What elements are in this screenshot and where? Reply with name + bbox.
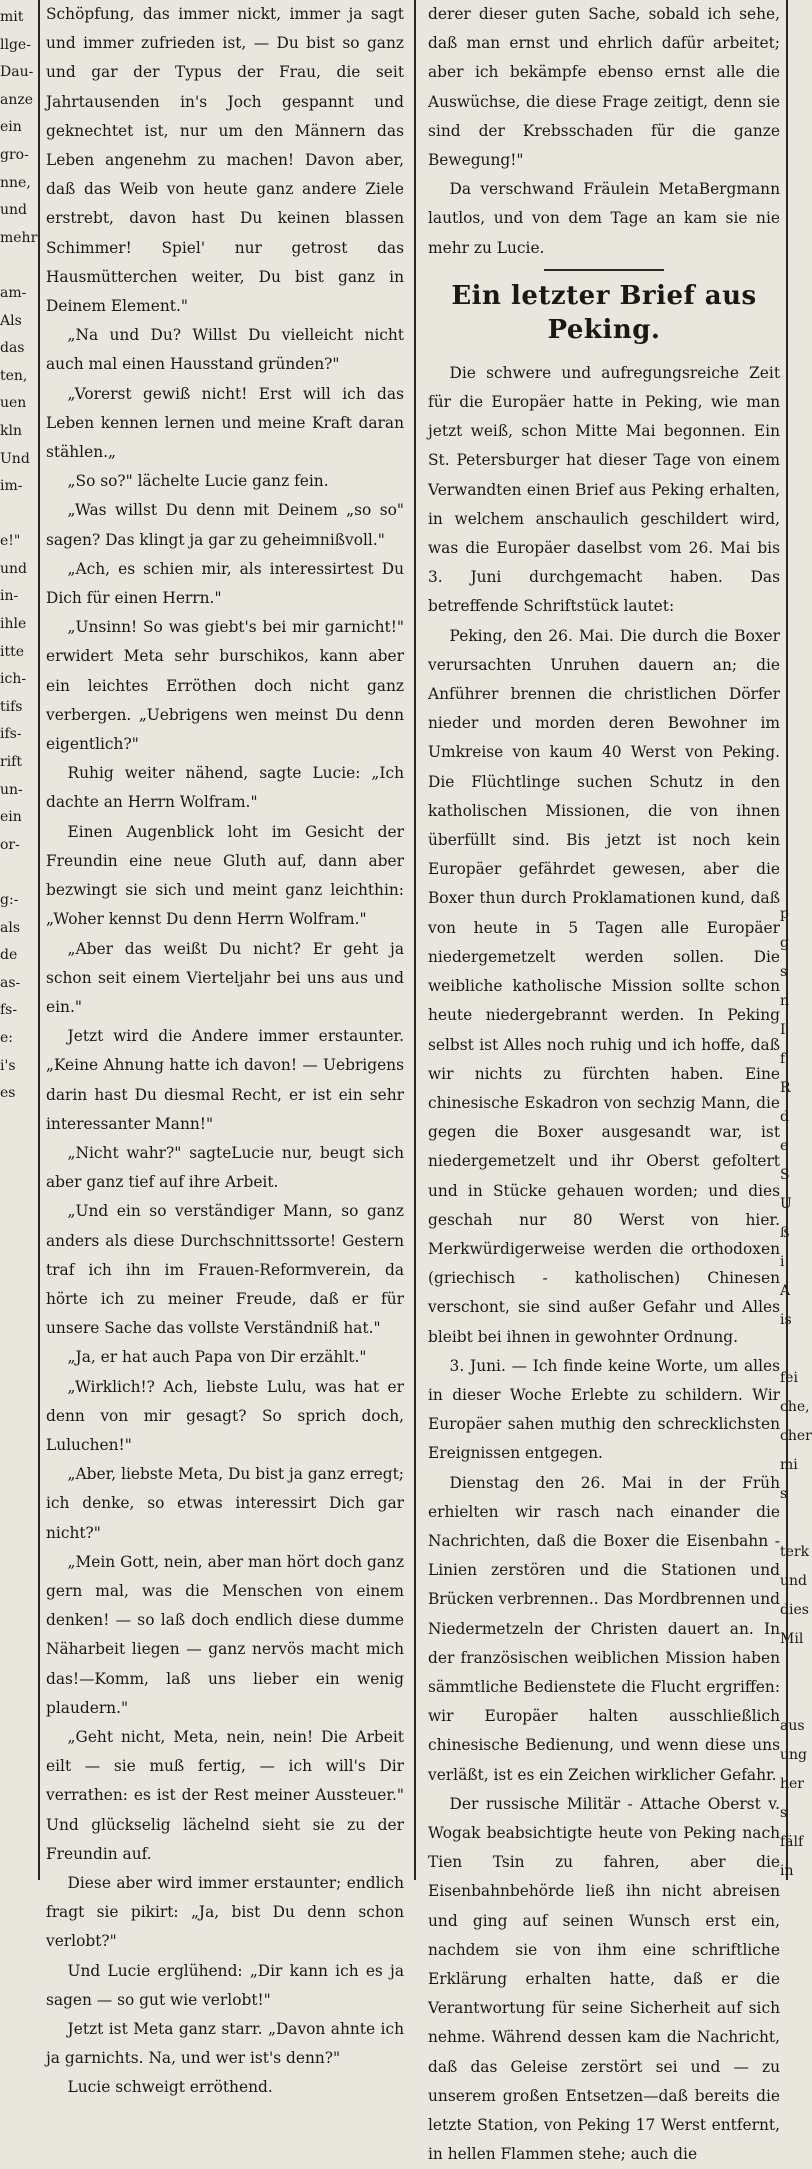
fragment-line: n (780, 993, 790, 1009)
fragment-line: ihle (0, 616, 27, 633)
paragraph: Einen Augenblick loht im Gesicht der Freundin eine neue Gluth auf, dann aber bezwingt sie sich und meint ganz leichthin: „Woher kennst Du denn Herrn Wolfram." (46, 822, 404, 929)
fragment-line: I (780, 1022, 786, 1038)
fragment-line: in (780, 1863, 794, 1879)
fragment-line (780, 1654, 800, 1683)
fragment-line: Und (0, 450, 30, 467)
paragraph: „Unsinn! So was giebt's bei mir garnicht!" erwidert Meta sehr burschikos, kann aber ein leichtes Erröthen doch nicht ganz verbergen. „Uebrigens wen meinst Du denn eigentlich?" (46, 618, 404, 754)
paragraph: Der russische Militär - Attache Oberst v. Wogak beabsichtigte heute von Peking nach Tien Tsin zu fahren, aber die Eisenbahnbehörde ließ ihn nicht abreisen und ging auf seinen Wunsch erst ein, nachdem sie von ihm eine schriftliche Erklärung erhalten hatte, daß er die Verantwortung für seine Sicherheit auf sich nehme. Während dessen kam die Nachricht, daß das Geleise zerstört sei und — zu unserem großen Entsetzen—daß bereits die letzte Station, von Peking 17 Werst entfernt, in hellen Flammen stehe; auch die (428, 1794, 780, 2164)
paragraph: derer dieser guten Sache, sobald ich sehe, daß man ernst und ehrlich dafür arbeitet; aber ich bekämpfe ebenso ernst alle die Auswüchse, die diese Frage zeitigt, denn sie sind der Krebsschaden für die ganze Bewegung!" (428, 5, 780, 170)
fragment-line: es (0, 1085, 16, 1102)
paragraph: „Ach, es schien mir, als interessirtest Du Dich für einen Herrn." (46, 559, 404, 608)
paragraph: „Wirklich!? Ach, liebste Lulu, was hat er denn von mir gesagt? So sprich doch, Luluchen!" (46, 1377, 404, 1454)
fragment-line: A (780, 1283, 791, 1299)
fragment-line: as- (0, 974, 21, 991)
fragment-line: fälf (780, 1834, 804, 1850)
paragraph: „So so?" lächelte Lucie ganz fein. (67, 472, 329, 491)
fragment-line: anze (0, 91, 34, 108)
fragment-line: nne, (0, 174, 31, 191)
paragraph: Die schwere und aufregungsreiche Zeit für die Europäer hatte in Peking, wie man jetzt weiß, schon Mitte Mai begonnen. Ein St. Petersburger hat dieser Tage von einem Verwandten einen Brief aus Peking erhalten, in welchem anschaulich geschildert wird, was die Europäer daselbst vom 26. Mai bis 3. Juni durchgemacht haben. Das betreffende Schriftstück lautet: (428, 363, 780, 616)
paragraph: Schöpfung, das immer nickt, immer ja sagt und immer zufrieden ist, — Du bist so ganz und gar der Typus der Frau, die seit Jahrtausenden in's Joch gespannt und geknechtet ist, nur um den Männern das Leben angenehm zu machen! Davon aber, daß das Weib von heute ganz andere Ziele erstrebt, davon hast Du keinen blassen Schimmer! Spiel' nur getrost das Hausmütterchen weiter, Du bist ganz in Deinem Element." (46, 5, 404, 316)
fragment-line: s (780, 1805, 788, 1821)
fragment-line: aus (780, 1718, 805, 1734)
fragment-line: mi (780, 1457, 798, 1473)
paragraph: Ruhig weiter nähend, sagte Lucie: „Ich dachte an Herrn Wolfram." (46, 764, 404, 812)
paragraph: „Aber, liebste Meta, Du bist ja ganz erregt; ich denke, so etwas interessirt Dich gar nicht?" (46, 1465, 404, 1542)
fragment-line: f (780, 1051, 786, 1067)
paragraph: „Nicht wahr?" sagteLucie nur, beugt sich aber ganz tief auf ihre Arbeit. (46, 1143, 404, 1192)
fragment-line: llge- (0, 36, 31, 53)
paragraph: Jetzt ist Meta ganz starr. „Davon ahnte ich ja garnichts. Na, und wer ist's denn?" (46, 2020, 404, 2068)
fragment-line: e (780, 1138, 789, 1154)
fragment-line: i's (0, 1057, 16, 1074)
fragment-line (780, 1335, 800, 1364)
fragment-line: e: (0, 1029, 14, 1046)
fragment-line: terk (780, 1544, 810, 1560)
fragment-line (780, 1509, 800, 1538)
fragment-line: S (780, 1167, 790, 1183)
fragment-line: und (780, 1573, 807, 1589)
article-column (428, 0, 780, 2164)
paragraph: „Was willst Du denn mit Deinem „so so" sagen? Das klingt ja gar zu geheimnißvoll." (46, 501, 404, 549)
fragment-line: tifs (0, 698, 23, 715)
fragment-line: e!" (0, 533, 21, 550)
fragment-line: ung (780, 1747, 807, 1763)
fragment-line: or- (0, 836, 20, 853)
fragment-line: in- (0, 588, 19, 605)
fragment-line: d (780, 1109, 789, 1125)
paragraph: „Und ein so verständiger Mann, so ganz anders als diese Durchschnittssorte! Gestern traf ich ihn im Frauen-Reformverein, da hörte ich zu meiner Freude, daß er für unsere Sache das vollste Verständniß hat." (46, 1202, 404, 1338)
fragment-line: her (780, 1776, 804, 1792)
paragraph: „Mein Gott, nein, aber man hört doch ganz gern mal, was die Menschen von einem denken! — so laß doch endlich diese dumme Näharbeit liegen — ganz nervös macht mich das!—Komm, laß uns lieber ein wenig plaudern." (46, 1552, 404, 1717)
paragraph: Diese aber wird immer erstaunter; endlich fragt sie pikirt: „Ja, bist Du denn schon verlobt?" (46, 1874, 404, 1951)
right-fragment-column (780, 0, 812, 1880)
paragraph: Dienstag den 26. Mai in der Früh erhielten wir rasch nach einander die Nachrichten, daß die Boxer die Eisenbahn - Linien zerstören und die Stationen und Brücken verbrennen.. Das Mordbrennen und Niedermetzeln der Christen dauert an. In der französischen weiblichen Mission haben sämmtliche Bedienstete die Flucht ergriffen: wir Europäer halten ausschließlich chinesische Bedienung, und wenn diese uns verläßt, ist es ein Zeichen wirklicher Gefahr. (428, 1473, 780, 1784)
fragment-line: kln (0, 422, 22, 439)
article-body (428, 359, 780, 2169)
fragment-line: als (0, 919, 21, 936)
paragraph: „Aber das weißt Du nicht? Er geht ja schon seit einem Vierteljahr bei uns aus und ein." (46, 939, 404, 1016)
left-fragment-column (0, 0, 38, 1880)
fragment-line: ß (780, 1225, 790, 1241)
fragment-line (0, 859, 34, 887)
paragraph: Und Lucie erglühend: „Dir kann ich es ja sagen — so gut wie verlobt!" (46, 1961, 404, 2009)
article-headline: Ein letzter Brief aus Peking. (451, 280, 757, 345)
fragment-line: fs- (0, 1002, 18, 1019)
fragment-line: Als (0, 312, 22, 329)
fragment-line: ifs- (0, 726, 22, 743)
fragment-line: uen (0, 395, 27, 412)
fragment-line: g:- (0, 892, 19, 908)
fragment-line: ten, (0, 367, 28, 384)
fragment-line: de (0, 947, 18, 964)
story-column (46, 0, 404, 2097)
fragment-line: R (780, 1080, 791, 1096)
paragraph: Jetzt wird die Andere immer erstaunter. „Keine Ahnung hatte ich davon! — Uebrigens darin hast Du diesmal Recht, er ist ein sehr interessanter Mann!" (46, 1027, 404, 1133)
fragment-line: g (780, 935, 789, 951)
fragment-line: U (780, 1196, 792, 1212)
fragment-line: ich- (0, 671, 27, 688)
paragraph: Lucie schweigt erröthend. (67, 2078, 273, 2097)
fragment-line: und (0, 560, 27, 577)
paragraph: 3. Juni. — Ich finde keine Worte, um alles in dieser Woche Erlebte zu schildern. Wir Europäer sahen muthig den schrecklichsten Ereignissen entgegen. (428, 1356, 780, 1463)
section-separator (544, 269, 664, 271)
fragment-line: rift (0, 754, 22, 771)
fragment-line: ein (0, 809, 22, 826)
fragment-line (0, 501, 34, 529)
column-rule-left (38, 0, 40, 1880)
fragment-line: und (0, 202, 27, 219)
fragment-line (0, 252, 34, 280)
paragraph: „Geht nicht, Meta, nein, nein! Die Arbeit eilt — sie muß fertig, — ich will's Dir verrathen: es ist der Rest meiner Aussteuer." Und glückselig lächelnd sieht sie zu der Freundin auf. (46, 1727, 404, 1863)
paragraph: „Ja, er hat auch Papa von Dir erzählt." (67, 1348, 367, 1367)
fragment-line: mehr (0, 229, 38, 246)
fragment-line: s (780, 1486, 788, 1502)
fragment-line (780, 1683, 800, 1712)
fragment-line: das (0, 340, 25, 357)
fragment-line: cher (780, 1428, 812, 1444)
fragment-line: gro- (0, 146, 29, 163)
column-rule-middle (414, 0, 416, 1880)
fragment-line: is (780, 1312, 792, 1328)
paragraph: „Vorerst gewiß nicht! Erst will ich das Leben kennen lernen und meine Kraft daran stählen.„ (46, 384, 404, 462)
fragment-line: itte (0, 643, 25, 660)
paragraph: Da verschwand Fräulein MetaBergmann lautlos, und von dem Tage an kam sie nie mehr zu Lucie. (428, 180, 780, 257)
fragment-line: s (780, 964, 788, 980)
fragment-line: p (780, 906, 789, 922)
paragraph: „Na und Du? Willst Du vielleicht nicht auch mal einen Hausstand gründen?" (46, 326, 404, 374)
fragment-line: fei (780, 1370, 798, 1386)
fragment-line: i (780, 1254, 785, 1270)
fragment-line: che, (780, 1399, 810, 1415)
fragment-line: im- (0, 478, 23, 495)
fragment-line: un- (0, 781, 23, 798)
fragment-line: dies (780, 1602, 809, 1618)
fragment-line: Mil (780, 1631, 804, 1647)
fragment-line: am- (0, 284, 27, 301)
fragment-line: Dau- (0, 64, 34, 81)
paragraph: Peking, den 26. Mai. Die durch die Boxer verursachten Unruhen dauern an; die Anführer brennen die christlichen Dörfer nieder und morden deren Bewohner im Umkreise von kaum 40 Werst von Peking. Die Flüchtlinge suchen Schutz in den katholischen Missionen, die von ihnen überfüllt sind. Bis jetzt ist noch kein Europäer gefährdet gewesen, aber die Boxer thun durch Proklamationen kund, daß von heute in 5 Tagen alle Europäer niedergemetzelt werden sollen. Die weibliche katholische Mission sollte schon heute niedergebrannt werden. In Peking selbst ist Alles noch ruhig und ich hoffe, daß wir nichts zu fürchten haben. Eine chinesische Eskadron von sechzig Mann, die gegen die Boxer ausgesandt war, ist niedergemetzelt und ihr Oberst gefoltert und in Stücke gehauen worden; und dies geschah nur 80 Werst von hier. Merkwürdigerweise werden die orthodoxen (griechisch - katholischen) Chinesen verschont, sie sind außer Gefahr und Alles bleibt bei ihnen in gewohnter Ordnung. (428, 626, 780, 1346)
story-conclusion (428, 0, 780, 263)
fragment-line: ein (0, 119, 22, 136)
fragment-line: mit (0, 9, 24, 25)
